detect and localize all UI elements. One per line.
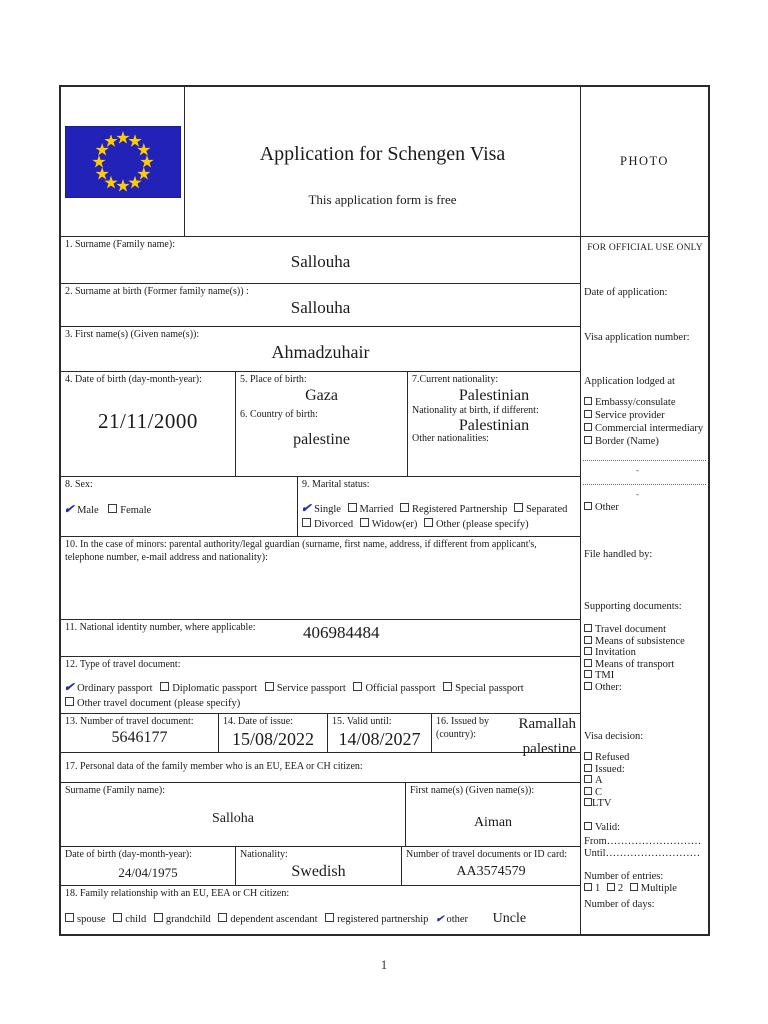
lodged-option-row (584, 422, 706, 435)
checkbox-icon[interactable] (584, 822, 592, 830)
rel-other-option[interactable]: other (446, 913, 469, 925)
lodged-other-option[interactable]: Other (595, 502, 619, 513)
field-17-firstname (406, 783, 580, 846)
checkbox-icon[interactable] (160, 682, 169, 691)
checkbox-icon[interactable] (584, 883, 592, 891)
decision-option-row (584, 798, 706, 810)
decision-option-row (584, 764, 706, 776)
decision-ltv-option[interactable]: LTV (592, 798, 612, 809)
form-main-column (61, 87, 581, 934)
field-13-doc-number (61, 714, 219, 752)
valid-option[interactable]: Valid: (595, 822, 621, 833)
checkbox-icon[interactable] (348, 503, 357, 512)
marital-other-option[interactable]: Other (please specify) (435, 518, 529, 530)
field-17-nationality (236, 847, 402, 885)
valid-from-label: From……………………… (584, 836, 702, 847)
application-lodged-label: Application lodged at (584, 376, 675, 387)
field-15-label: 15. Valid until: (332, 716, 392, 727)
checkbox-icon[interactable] (514, 503, 523, 512)
checkbox-icon[interactable] (584, 647, 592, 655)
checkbox-icon[interactable] (265, 682, 274, 691)
checkbox-icon[interactable] (584, 397, 592, 405)
decision-c-option[interactable]: C (595, 786, 603, 798)
checkbox-icon[interactable] (400, 503, 409, 512)
lodged-border-option[interactable]: Border (Name) (595, 436, 659, 447)
checkbox-icon[interactable] (325, 913, 334, 922)
decision-option-row (584, 787, 706, 799)
rel-spouse-option[interactable]: spouse (77, 913, 106, 925)
field-17-id-label: Number of travel documents or ID card: (406, 849, 568, 860)
checkbox-icon[interactable] (584, 775, 592, 783)
marital-separated-option[interactable]: Separated (525, 503, 568, 515)
checkbox-icon[interactable] (584, 670, 592, 678)
supporting-option-row (584, 659, 706, 671)
field-17-dob (61, 847, 236, 885)
checkbox-icon[interactable] (360, 518, 369, 527)
field-7-label3: Other nationalities: (412, 433, 489, 444)
field-5-value[interactable]: Gaza (305, 386, 338, 404)
field-2-surname-at-birth (61, 284, 580, 327)
lodged-embassy-option[interactable]: Embassy/consulate (595, 397, 676, 408)
field-10-label: 10. In the case of minors: parental authority/legal guardian (surname, first name, address, if different from applicant's, telephone number, e-mail address and nationality): (65, 539, 537, 563)
field-11-label: 11. National identity number, where applicable: (65, 622, 256, 633)
field-6-value[interactable]: palestine (293, 431, 350, 448)
rel-dependent-option[interactable]: dependent ascendant (230, 913, 318, 925)
dash-mark: - (636, 489, 639, 499)
rel-grandchild-option[interactable]: grandchild (165, 913, 211, 925)
field-12-label: 12. Type of travel document: (65, 659, 181, 670)
field-4-label: 4. Date of birth (day-month-year): (65, 374, 202, 385)
checkbox-icon[interactable] (630, 883, 638, 891)
visa-application-number-label: Visa application number: (584, 332, 690, 343)
date-of-application-label: Date of application: (584, 287, 668, 298)
checkbox-icon[interactable] (584, 659, 592, 667)
supporting-option-row (584, 647, 706, 659)
field-2-label: 2. Surname at birth (Former family name(s)) : (65, 286, 249, 297)
check-icon[interactable] (434, 915, 446, 925)
decision-options (584, 752, 706, 810)
checkbox-icon[interactable] (584, 436, 592, 444)
lodged-option-row (584, 396, 706, 409)
field-14-date-of-issue (219, 714, 328, 752)
field-17-id-value[interactable]: AA3574579 (456, 863, 526, 879)
doc-ordinary-option[interactable]: Ordinary passport (77, 682, 153, 694)
field-13-label: 13. Number of travel document: (65, 716, 194, 727)
official-use-column (581, 87, 708, 934)
field-17-surname (61, 783, 406, 846)
supporting-option-row (584, 624, 706, 636)
fields-8-9-row (61, 477, 580, 537)
checkbox-icon[interactable] (584, 764, 592, 772)
sup-travel-doc-option[interactable]: Travel document (595, 624, 667, 635)
doc-special-option[interactable]: Special passport (455, 682, 524, 694)
sex-female-option[interactable]: Female (120, 504, 152, 516)
field-7-nationality-cell (408, 372, 580, 476)
supporting-documents-label: Supporting documents: (584, 601, 682, 612)
supporting-options (584, 624, 706, 693)
field-16-value-line2[interactable]: palestine (522, 741, 576, 757)
checkbox-icon[interactable] (584, 787, 592, 795)
checkbox-icon[interactable] (65, 697, 74, 706)
field-17-firstname-value[interactable]: Aiman (473, 814, 513, 830)
eu-flag-icon (65, 126, 181, 198)
field-8-label: 8. Sex: (65, 479, 93, 490)
lodged-options (584, 396, 706, 448)
field-7-value[interactable]: Palestinian (458, 386, 530, 404)
field-17-dob-value[interactable]: 24/04/1975 (118, 864, 178, 880)
field-6-label: 6. Country of birth: (240, 408, 318, 420)
field-13-value[interactable]: 5646177 (111, 728, 168, 746)
checkbox-icon[interactable] (584, 624, 592, 632)
field-17-dob-label: Date of birth (day-month-year): (65, 849, 192, 860)
supporting-option-row (584, 670, 706, 682)
decision-option-row (584, 752, 706, 764)
sup-tmi-option[interactable]: TMI (595, 670, 615, 681)
field-5-label: 5. Place of birth: (240, 374, 307, 385)
eu-flag-cell (61, 87, 185, 236)
field-2-value[interactable]: Sallouha (290, 297, 351, 317)
number-of-entries-label: Number of entries: (584, 871, 664, 882)
marital-single-option[interactable]: Single (314, 503, 341, 515)
visa-decision-label: Visa decision: (584, 731, 644, 742)
number-of-days-label: Number of days: (584, 899, 655, 910)
marital-divorced-option[interactable]: Divorced (314, 518, 354, 530)
field-7-label: 7.Current nationality: (412, 374, 499, 385)
sex-male-option[interactable]: Male (77, 504, 99, 516)
doc-service-option[interactable]: Service passport (276, 682, 346, 694)
checkbox-icon[interactable] (302, 518, 311, 527)
field-16-label: 16. Issued by (country): (436, 716, 490, 740)
field-17-surname-label: Surname (Family name): (65, 785, 165, 796)
field-7-value2[interactable]: Palestinian (458, 417, 530, 434)
field-17-header (61, 753, 580, 783)
fields-5-6-cell (236, 372, 408, 476)
checkbox-icon[interactable] (607, 883, 615, 891)
valid-until-label: Until……………………… (584, 848, 701, 859)
field-4-date-of-birth (61, 372, 236, 476)
decision-refused-option[interactable]: Refused (595, 752, 630, 763)
page-number: 1 (380, 957, 388, 972)
lodged-other-row (584, 502, 706, 515)
rel-child-option[interactable]: child (125, 913, 147, 925)
rel-regpart-option[interactable]: registered partnership (337, 913, 429, 925)
doc-official-option[interactable]: Official passport (365, 682, 436, 694)
field-17-id-card (402, 847, 580, 885)
checkbox-icon[interactable] (584, 798, 592, 806)
marital-widow-option[interactable]: Widow(er) (371, 518, 418, 530)
field-15-value[interactable]: 14/08/2027 (338, 728, 421, 749)
fields-4-7-row (61, 372, 580, 477)
doc-other-option[interactable]: Other travel document (please specify) (77, 697, 241, 709)
checkbox-icon[interactable] (218, 913, 227, 922)
lodged-option-row (584, 409, 706, 422)
field-17-nationality-value[interactable]: Swedish (291, 862, 346, 880)
field-3-value[interactable]: Ahmadzuhair (271, 341, 370, 362)
checkbox-icon[interactable] (443, 682, 452, 691)
entries-2-option[interactable]: 2 (617, 883, 624, 894)
doc-diplomatic-option[interactable]: Diplomatic passport (172, 682, 258, 694)
marital-married-option[interactable]: Married (359, 503, 394, 515)
application-form (59, 85, 710, 936)
form-subtitle: This application form is free (308, 192, 457, 207)
field-17-firstname-label: First name(s) (Given name(s)): (410, 785, 535, 796)
checkbox-icon[interactable] (108, 504, 117, 513)
check-icon[interactable] (63, 503, 77, 515)
field-16-value-line1[interactable]: Ramallah (518, 716, 576, 732)
check-icon[interactable] (300, 502, 314, 514)
field-9-label: 9. Marital status: (302, 479, 370, 490)
checkbox-icon[interactable] (584, 752, 592, 760)
entries-1-option[interactable]: 1 (595, 883, 601, 894)
field-17-surname-value[interactable]: Salloha (212, 810, 254, 826)
sup-other-option[interactable]: Other: (595, 681, 622, 693)
dotted-line (583, 460, 706, 461)
lodged-commercial-option[interactable]: Commercial intermediary (595, 423, 704, 434)
lodged-option-row (584, 435, 706, 448)
field-18-value[interactable]: Uncle (492, 910, 527, 926)
decision-option-row (584, 775, 706, 787)
checkbox-icon[interactable] (113, 913, 122, 922)
checkbox-icon[interactable] (353, 682, 362, 691)
sup-subsistence-option[interactable]: Means of subsistence (595, 635, 685, 647)
checkbox-icon[interactable] (424, 518, 433, 527)
decision-issued-option[interactable]: Issued: (595, 763, 625, 775)
field-8-sex (61, 477, 298, 536)
checkbox-icon[interactable] (584, 423, 592, 431)
dash-mark: - (636, 465, 639, 475)
checkbox-icon[interactable] (584, 636, 592, 644)
entries-options (584, 883, 706, 896)
field-12-travel-document-type (61, 657, 580, 714)
checkbox-icon[interactable] (584, 410, 592, 418)
field-1-value[interactable]: Sallouha (290, 251, 351, 271)
field-11-value[interactable]: 406984484 (303, 623, 380, 642)
field-18-label: 18. Family relationship with an EU, EEA or CH citizen: (65, 888, 290, 899)
field-3-label: 3. First name(s) (Given name(s)): (65, 329, 200, 340)
field-17-names-row (61, 783, 580, 847)
field-10-minors (61, 537, 580, 620)
field-9-marital-status (298, 477, 580, 536)
checkbox-icon[interactable] (154, 913, 163, 922)
field-16-issued-by (432, 714, 580, 757)
field-17-details-row (61, 847, 580, 886)
entries-multiple-option[interactable]: Multiple (640, 883, 677, 894)
field-15-valid-until (328, 714, 432, 752)
lodged-service-option[interactable]: Service provider (595, 410, 665, 421)
sup-transport-option[interactable]: Means of transport (595, 658, 675, 670)
checkbox-icon[interactable] (584, 682, 592, 690)
sup-invitation-option[interactable]: Invitation (595, 647, 636, 658)
field-11-national-id (61, 620, 580, 657)
supporting-option-row (584, 636, 706, 648)
field-14-label: 14. Date of issue: (223, 716, 293, 727)
field-17-label: 17. Personal data of the family member who is an EU, EEA or CH citizen: (65, 761, 363, 772)
fields-13-16-row (61, 714, 580, 757)
file-handled-by-label: File handled by: (584, 549, 653, 560)
field-1-surname (61, 237, 580, 284)
header-title-cell (185, 87, 580, 236)
valid-row (584, 822, 706, 835)
official-use-header: FOR OFFICIAL USE ONLY (587, 243, 703, 253)
field-17-nationality-label: Nationality: (240, 849, 288, 860)
checkbox-icon[interactable] (65, 913, 74, 922)
field-7-label2: Nationality at birth, if different: (412, 404, 539, 416)
photo-box (581, 87, 708, 237)
form-header (61, 87, 580, 237)
form-title: Application for Schengen Visa (259, 143, 506, 165)
field-1-label: 1. Surname (Family name): (65, 239, 175, 250)
decision-a-option[interactable]: A (595, 775, 603, 786)
field-4-value[interactable]: 21/11/2000 (98, 408, 198, 433)
official-use-body (581, 237, 708, 934)
field-3-first-name (61, 327, 580, 372)
field-18-relationship (61, 886, 580, 933)
check-icon[interactable] (63, 681, 77, 693)
field-14-value[interactable]: 15/08/2022 (231, 728, 314, 749)
photo-label: PHOTO (620, 154, 669, 168)
supporting-option-row (584, 682, 706, 694)
dotted-line (583, 484, 706, 485)
checkbox-icon[interactable] (584, 502, 592, 510)
marital-regpart-option[interactable]: Registered Partnership (411, 503, 508, 515)
